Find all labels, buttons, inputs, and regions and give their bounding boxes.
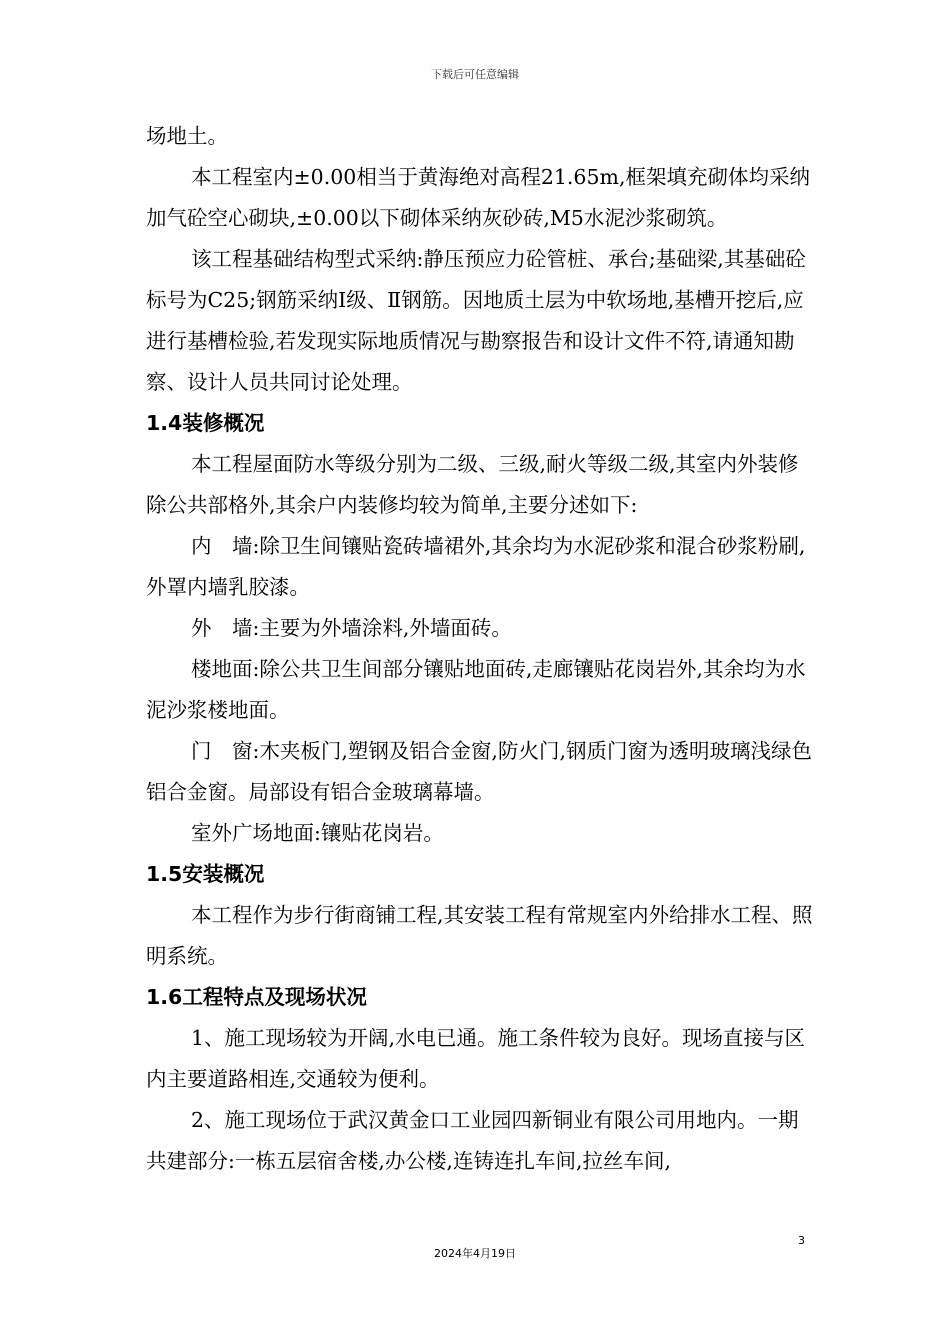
- paragraph: 场地土。: [146, 124, 228, 148]
- paragraph: 室外广场地面:镶贴花岗岩。: [191, 821, 444, 845]
- paragraph: 楼地面:除公共卫生间部分镶贴地面砖,走廊镶贴花岗岩外,其余均为水泥沙浆楼地面。: [146, 657, 806, 722]
- page-number: 3: [798, 1234, 805, 1247]
- page-header: 下载后可任意编辑: [431, 68, 519, 81]
- paragraph: 2、施工现场位于武汉黄金口工业园四新铜业有限公司用地内。一期共建部分:一栋五层宿舍楼,办公楼,连铸连扎车间,拉丝车间,: [146, 1108, 799, 1173]
- section-heading: 1.4装修概况: [146, 411, 265, 435]
- paragraph: 内 墙:除卫生间镶贴瓷砖墙裙外,其余均为水泥砂浆和混合砂浆粉刷,外罩内墙乳胶漆。: [146, 534, 806, 599]
- paragraph: 该工程基础结构型式采纳:静压预应力砼管桩、承台;基础梁,其基础砼标号为C25;钢筋采纳Ⅰ级、Ⅱ钢筋。因地质土层为中软场地,基槽开挖后,应进行基槽检验,若发现实际地质情况与勘察报告和设计文件不符,请通知勘察、设计人员共同讨论处理。: [146, 247, 806, 394]
- paragraph: 门 窗:木夹板门,塑钢及铝合金窗,防火门,钢质门窗为透明玻璃浅绿色铝合金窗。局部设有铝合金玻璃幕墙。: [146, 739, 812, 804]
- paragraph: 本工程作为步行街商铺工程,其安装工程有常规室内外给排水工程、照明系统。: [146, 903, 813, 968]
- document-body: [146, 116, 816, 1182]
- paragraph: 本工程屋面防水等级分别为二级、三级,耐火等级二级,其室内外装修除公共部格外,其余户内装修均较为简单,主要分述如下:: [146, 452, 799, 517]
- paragraph: 外 墙:主要为外墙涂料,外墙面砖。: [191, 616, 512, 640]
- section-heading: 1.5安装概况: [146, 862, 265, 886]
- footer-date: 2024年4月19日: [434, 1247, 516, 1260]
- paragraph: 本工程室内±0.00相当于黄海绝对高程21.65m,框架填充砌体均采纳加气砼空心砌块,±0.00以下砌体采纳灰砂砖,M5水泥沙浆砌筑。: [146, 165, 810, 230]
- section-heading: 1.6工程特点及现场状况: [146, 985, 367, 1009]
- paragraph: 1、施工现场较为开阔,水电已通。施工条件较为良好。现场直接与区内主要道路相连,交通较为便利。: [146, 1026, 806, 1091]
